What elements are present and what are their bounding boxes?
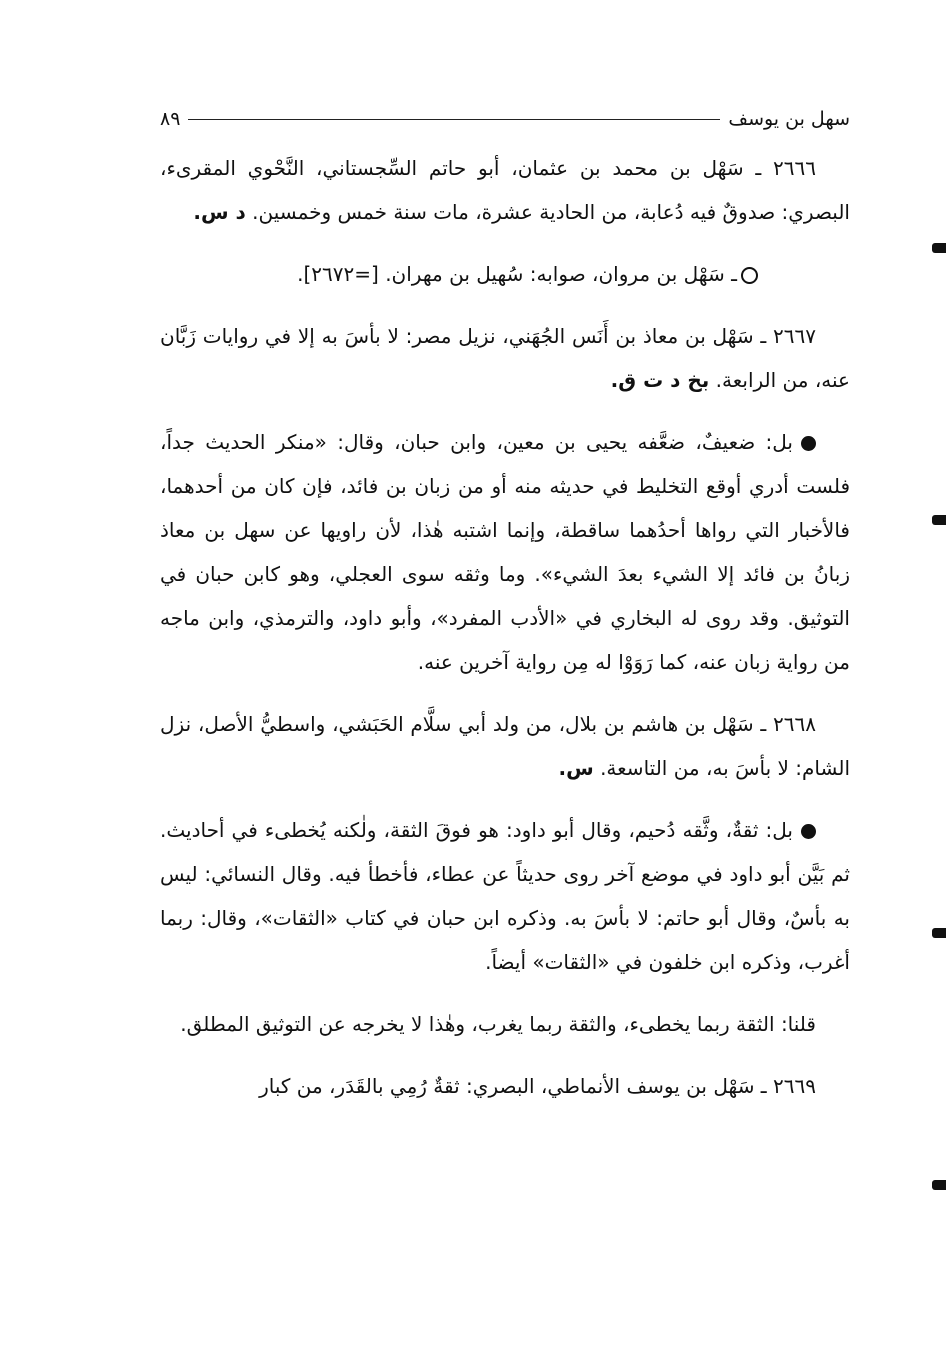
header-rule bbox=[188, 119, 720, 120]
entry-symbols: بخ د ت ق. bbox=[610, 368, 710, 392]
entry-text: سَهْل بن معاذ بن أَنَس الجُهَني، نزيل مصر: لا بأسَ به إلا في روايات زَبَّان عنه، من الرابعة. bbox=[160, 324, 850, 392]
xref-ref: [=٢٦٧٢]. bbox=[297, 262, 379, 286]
circle-icon bbox=[741, 267, 758, 284]
entry-2668: ٢٦٦٨ ـ سَهْل بن هاشم بن بلال، من ولد أبي سلَّام الحَبَشي، واسطيُّ الأصل، نزل الشام: لا بأسَ به، من التاسعة. س. bbox=[160, 712, 850, 780]
cross-reference: ـ سَهْل بن مروان، صوابه: سُهيل بن مهران. [=٢٦٧٢]. bbox=[160, 252, 850, 296]
note-text: ضعيفٌ، ضعَّفه يحيى بن معين، وابن حبان، وقال: «منكر الحديث جداً، فلست أدري أوقع التخليط في حديثه منه أو من زبان بن فائد، فإن كان من أحدهما، فالأخبار التي رواها أحدُهما ساقطة، وإنما اشتبه هٰذا، لأن راويها عن سهل بن معاذ زبانُ بن فائد إلا الشيء بعدَ الشيء». وما وثقه سوى العجلي، وهو كابن حبان في التوثيق. وقد روى له البخاري في «الأدب المفرد»، وأبو داود، والترمذي، وابن ماجه من رواية زبان عنه، كما رَوَوْا له مِن رواية آخرين عنه. bbox=[160, 430, 850, 674]
note-text: ثقةٌ، وثَّقه دُحيم، وقال أبو داود: هو فوقَ الثقة، ولٰكنه يُخطىء في أحاديث. ثم بَيَّن أبو داود في موضع آخر روى حديثاً عن عطاء، فأخطأ فيه. وقال النسائي: ليس به بأسٌ، وقال أبو حاتم: لا بأسَ به. وذكره ابن حبان في كتاب «الثقات»، وقال: ربما أغرب، وذكره ابن خلفون في «الثقات» أيضاً. bbox=[160, 818, 850, 974]
note-label: بل: bbox=[765, 818, 793, 842]
note-comment bbox=[160, 1002, 850, 1046]
entry-symbols: د س. bbox=[193, 200, 246, 224]
bullet-icon bbox=[801, 824, 816, 839]
entry-2669: ٢٦٦٩ ـ سَهْل بن يوسف الأنماطي، البصري: ثقةٌ رُمِي بالقَدَر، من كبار bbox=[259, 1074, 816, 1098]
edge-mark bbox=[932, 928, 946, 938]
entry-2667: ٢٦٦٧ ـ سَهْل بن معاذ بن أَنَس الجُهَني، نزيل مصر: لا بأسَ به إلا في روايات زَبَّان عنه، من الرابعة. بخ د ت ق. bbox=[160, 324, 850, 392]
entry-text: سَهْل بن يوسف الأنماطي، البصري: ثقةٌ رُمِي بالقَدَر، من كبار bbox=[259, 1074, 755, 1098]
page-number: ٨٩ bbox=[160, 108, 181, 130]
page-body bbox=[160, 146, 850, 1126]
running-title: سهل بن يوسف bbox=[728, 108, 850, 130]
entry-number: ٢٦٦٩ bbox=[773, 1074, 816, 1098]
entry-number: ٢٦٦٦ bbox=[773, 156, 817, 180]
note-label: بل: bbox=[765, 430, 793, 454]
page-header bbox=[160, 104, 850, 134]
note-2667 bbox=[160, 420, 850, 684]
note-2668 bbox=[160, 808, 850, 984]
entry-text: سَهْل بن محمد بن عثمان، أبو حاتم السِّجستاني، النَّحْوي المقرىء، البصري: صدوقٌ فيه دُعابة، من الحادية عشرة، مات سنة خمس وخمسين. bbox=[160, 156, 850, 224]
entry-symbols: س. bbox=[558, 756, 594, 780]
entry-2666: ٢٦٦٦ ـ سَهْل بن محمد بن عثمان، أبو حاتم السِّجستاني، النَّحْوي المقرىء، البصري: صدوقٌ فيه دُعابة، من الحادية عشرة، مات سنة خمس وخمسين. د س. bbox=[160, 156, 850, 224]
entry-number: ٢٦٦٧ bbox=[773, 324, 816, 348]
edge-mark bbox=[932, 515, 946, 525]
xref-text: سَهْل بن مروان، صوابه: سُهيل بن مهران. bbox=[385, 262, 725, 286]
note-text: قلنا: الثقة ربما يخطىء، والثقة ربما يغرب، وهٰذا لا يخرجه عن التوثيق المطلق. bbox=[180, 1012, 816, 1036]
entry-text: سَهْل بن هاشم بن بلال، من ولد أبي سلَّام الحَبَشي، واسطيُّ الأصل، نزل الشام: لا بأسَ به، من التاسعة. bbox=[160, 712, 850, 780]
edge-mark bbox=[932, 1180, 946, 1190]
entry-number: ٢٦٦٨ bbox=[773, 712, 816, 736]
bullet-icon bbox=[801, 436, 816, 451]
edge-mark bbox=[932, 243, 946, 253]
